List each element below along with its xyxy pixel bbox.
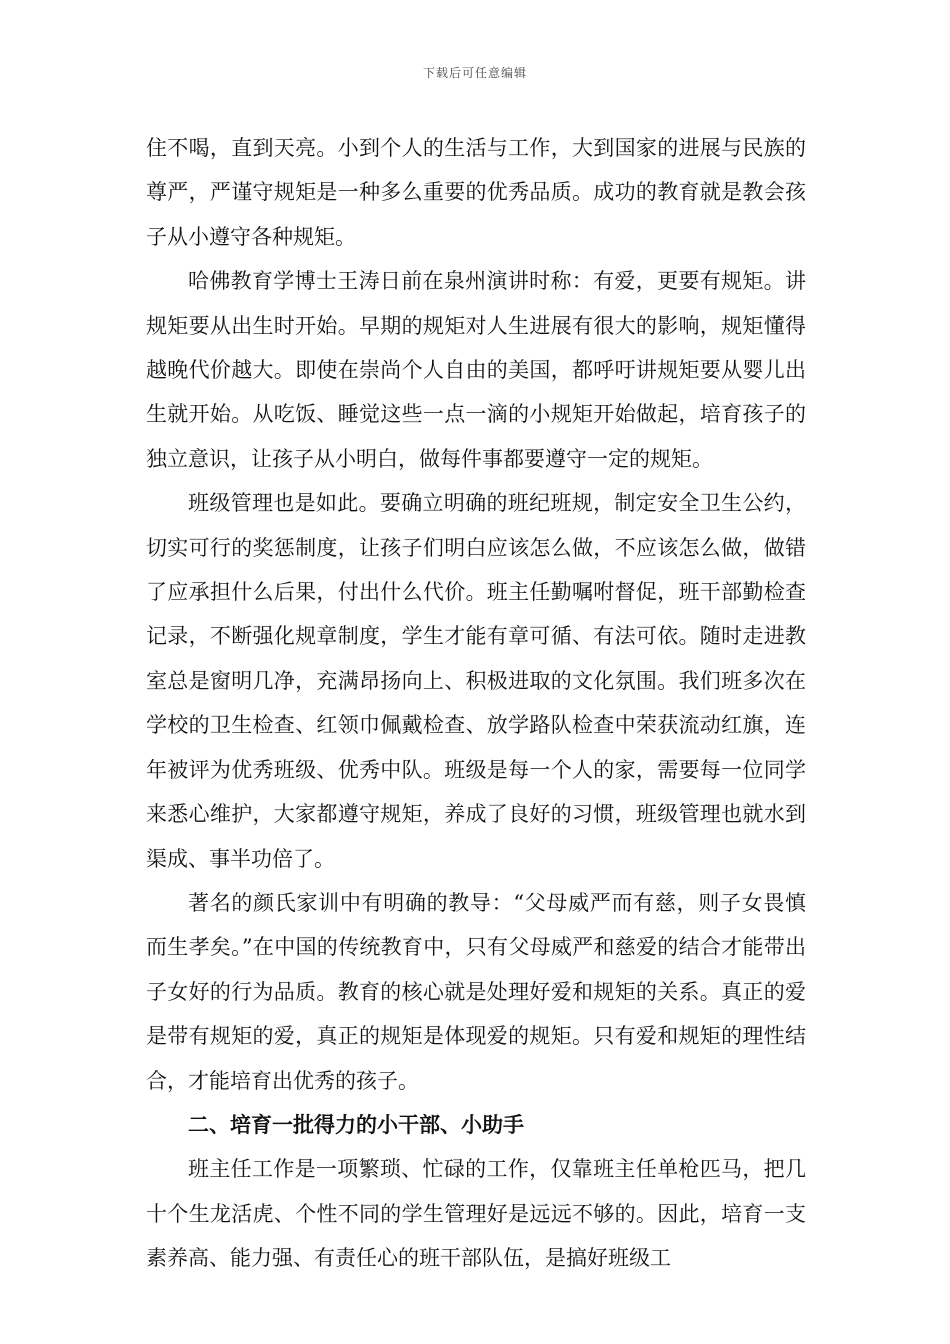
paragraph: 著名的颜氏家训中有明确的教导：“父母威严而有慈，则子女畏慎而生孝矣。”在中国的传统教育中，只有父母威严和慈爱的结合才能带出子女好的行为品质。教育的核心就是处理好爱和规矩的关系。真正的爱是带有规矩的爱，真正的规矩是体现爱的规矩。只有爱和规矩的理性结合，才能培育出优秀的孩子。 <box>146 890 806 1093</box>
page-header: 下载后可任意编辑 <box>422 66 527 80</box>
paragraph: 班级管理也是如此。要确立明确的班纪班规，制定安全卫生公约，切实可行的奖惩制度，让孩子们明白应该怎么做，不应该怎么做，做错了应承担什么后果，付出什么代价。班主任勤嘱咐督促，班干部勤检查记录，不断强化规章制度，学生才能有章可循、有法可依。随时走进教室总是窗明几净，充满昂扬向上、积极进取的文化氛围。我们班多次在学校的卫生检查、红领巾佩戴检查、放学路队检查中荣获流动红旗，连年被评为优秀班级、优秀中队。班级是每一个人的家，需要每一位同学来悉心维护，大家都遵守规矩，养成了良好的习惯，班级管理也就水到渠成、事半功倍了。 <box>146 491 806 871</box>
document-body <box>146 126 806 1281</box>
section-heading: 二、培育一批得力的小干部、小助手 <box>188 1112 524 1137</box>
paragraph-continuation: 住不喝，直到天亮。小到个人的生活与工作，大到国家的进展与民族的尊严，严谨守规矩是一种多么重要的优秀品质。成功的教育就是教会孩子从小遵守各种规矩。 <box>146 136 806 249</box>
paragraph: 班主任工作是一项繁琐、忙碌的工作，仅靠班主任单枪匹马，把几十个生龙活虎、个性不同的学生管理好是远远不够的。因此，培育一支素养高、能力强、有责任心的班干部队伍，是搞好班级工 <box>146 1157 806 1271</box>
paragraph: 哈佛教育学博士王涛日前在泉州演讲时称：有爱，更要有规矩。讲规矩要从出生时开始。早期的规矩对人生进展有很大的影响，规矩懂得越晚代价越大。即使在崇尚个人自由的美国，都呼吁讲规矩要从婴儿出生就开始。从吃饭、睡觉这些一点一滴的小规矩开始做起，培育孩子的独立意识，让孩子从小明白，做每件事都要遵守一定的规矩。 <box>146 269 806 471</box>
